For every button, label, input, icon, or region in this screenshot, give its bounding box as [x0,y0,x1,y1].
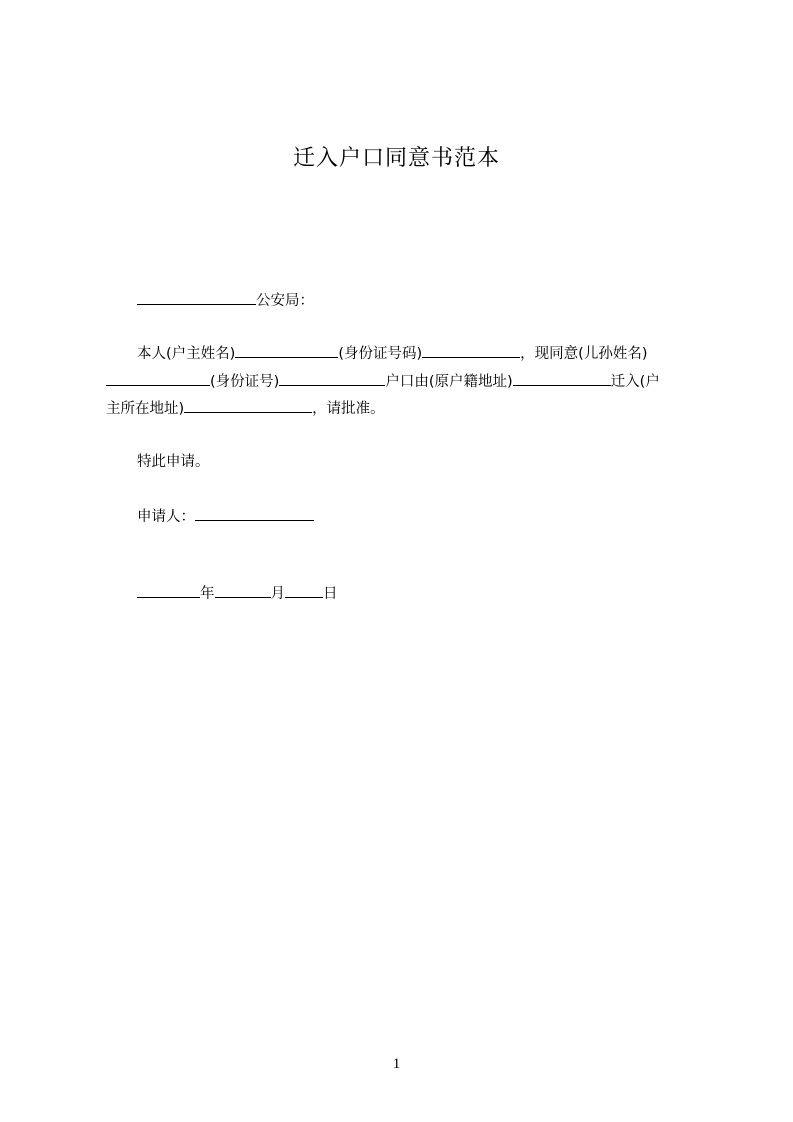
descendant-name-blank[interactable] [106,371,210,386]
destination-address-label: 主所在地址) [106,401,185,417]
origin-address-blank[interactable] [513,371,611,386]
destination-address-blank[interactable] [184,398,312,413]
applicant-label: 申请人： [137,509,195,525]
day-label: 日 [323,586,338,602]
paragraph-line-1 [137,343,647,364]
year-blank[interactable] [137,583,200,598]
document-title: 迁入户口同意书范本 [292,146,500,171]
id-number-label: (身份证号码) [338,346,423,362]
descendant-id-blank[interactable] [279,371,385,386]
applicant-blank[interactable] [195,506,314,521]
applicant-line [137,506,314,527]
month-label: 月 [270,586,285,602]
origin-address-label: 户口由(原户籍地址) [385,374,513,390]
month-blank[interactable] [215,583,271,598]
year-label: 年 [200,586,215,602]
approval-request-text: ，请批准。 [312,401,385,417]
special-request: 特此申请。 [137,454,210,470]
paragraph-line-3 [106,398,385,419]
householder-name-label: 本人(户主姓名) [137,346,236,362]
day-blank[interactable] [285,583,323,598]
date-line [137,583,338,604]
descendant-id-label: (身份证号) [210,374,280,390]
id-number-blank[interactable] [422,343,520,358]
page-number: 1 [392,1056,401,1072]
paragraph-line-2 [106,371,660,392]
addressee-line [137,290,314,311]
consent-text: ，现同意(儿孙姓名) [520,346,648,362]
householder-name-blank[interactable] [235,343,338,358]
addressee-blank[interactable] [137,290,256,305]
move-in-text: 迁入(户 [610,374,660,390]
addressee-suffix: 公安局： [256,293,314,309]
